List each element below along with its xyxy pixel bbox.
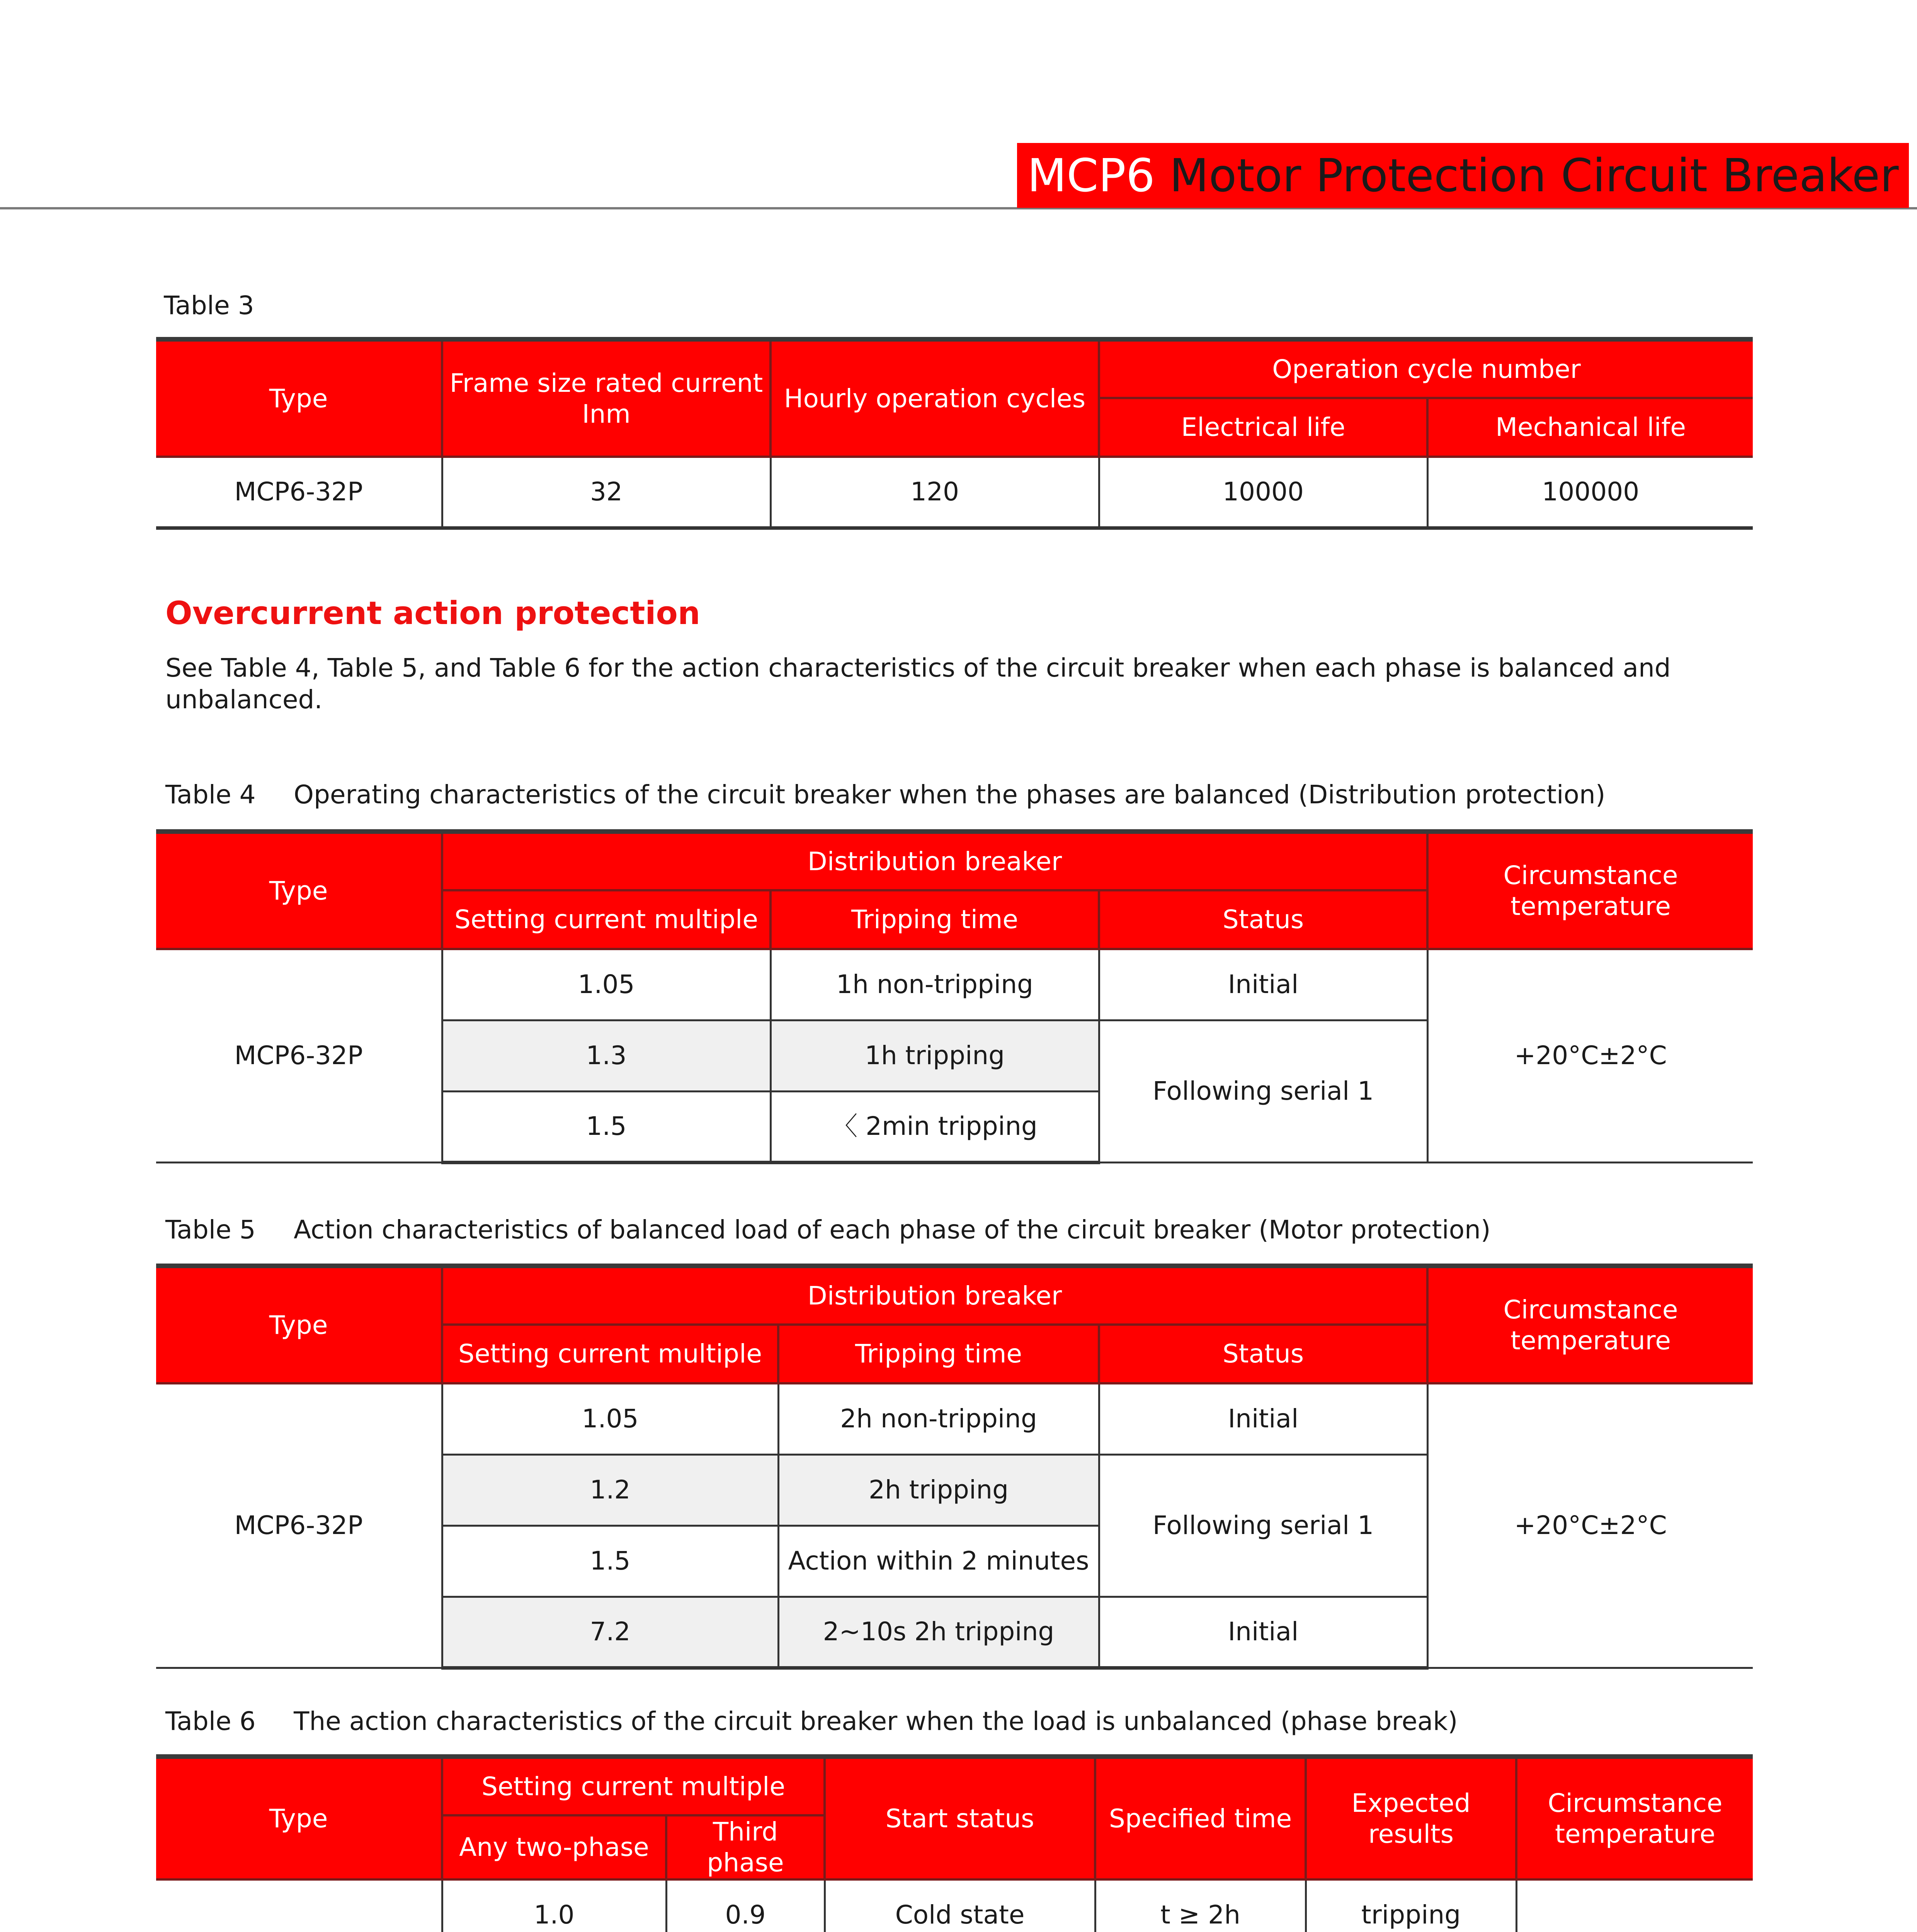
table4-status-1: Initial bbox=[1099, 949, 1427, 1020]
table3-cell-hourly: 120 bbox=[771, 457, 1099, 528]
table4-tripping-2: 1h tripping bbox=[771, 1020, 1099, 1091]
table-row bbox=[156, 949, 1753, 1020]
table-row bbox=[156, 1383, 1753, 1454]
table-row bbox=[156, 1879, 1753, 1932]
table4-header-multiple: Setting current multiple bbox=[442, 890, 771, 949]
table5-caption bbox=[165, 1215, 1491, 1245]
table6-header-two-phase: Any two-phase bbox=[442, 1815, 666, 1879]
table4-caption-text: Operating characteristics of the circuit breaker when the phases are balanced (Distribution protection) bbox=[294, 780, 1606, 810]
table4-type: MCP6-32P bbox=[156, 949, 442, 1162]
section-title: Overcurrent action protection bbox=[165, 595, 701, 632]
table4-multiple-3: 1.5 bbox=[442, 1091, 771, 1162]
table5-caption-text: Action characteristics of balanced load of each phase of the circuit breaker (Motor protection) bbox=[294, 1215, 1491, 1245]
table3-cell-type: MCP6-32P bbox=[156, 457, 442, 528]
table3-header-frame: Frame size rated current Inm bbox=[442, 339, 771, 457]
table6-header-start: Start status bbox=[825, 1757, 1095, 1879]
table6-start-1: Cold state bbox=[825, 1879, 1095, 1932]
table4-status-2: Following serial 1 bbox=[1099, 1020, 1427, 1162]
table5-tripping-4: 2~10s 2h tripping bbox=[778, 1597, 1099, 1668]
table4-multiple-2: 1.3 bbox=[442, 1020, 771, 1091]
table5-temp: +20°C±2°C bbox=[1427, 1383, 1753, 1668]
table4-tripping-1: 1h non-tripping bbox=[771, 949, 1099, 1020]
table3-header-cycle-number: Operation cycle number bbox=[1099, 339, 1753, 398]
table6-two-1: 1.0 bbox=[442, 1879, 666, 1932]
table5-type: MCP6-32P bbox=[156, 1383, 442, 1668]
table6-type bbox=[156, 1879, 442, 1932]
table3-header-hourly: Hourly operation cycles bbox=[771, 339, 1099, 457]
table6-caption bbox=[165, 1706, 1458, 1736]
table6-header-expected: Expected results bbox=[1306, 1757, 1516, 1879]
table3-caption bbox=[164, 291, 254, 320]
table4-header-group: Distribution breaker bbox=[442, 832, 1427, 890]
table-row bbox=[156, 457, 1753, 528]
table6-header-type: Type bbox=[156, 1757, 442, 1879]
table4-header-status: Status bbox=[1099, 890, 1427, 949]
table5-multiple-1: 1.05 bbox=[442, 1383, 778, 1454]
table5-multiple-3: 1.5 bbox=[442, 1526, 778, 1597]
table3-label: Table 3 bbox=[164, 291, 254, 320]
table5 bbox=[156, 1264, 1753, 1670]
table6-header-third-phase: Third phase bbox=[666, 1815, 825, 1879]
table5-header-temp: Circumstance temperature bbox=[1427, 1266, 1753, 1383]
table5-header-status: Status bbox=[1099, 1325, 1427, 1383]
table6-label: Table 6 bbox=[165, 1706, 256, 1736]
table4-header-type: Type bbox=[156, 832, 442, 949]
table5-multiple-2: 1.2 bbox=[442, 1454, 778, 1526]
table4-label: Table 4 bbox=[165, 780, 256, 810]
table3-cell-mechanical: 100000 bbox=[1427, 457, 1753, 528]
table3-header-electrical: Electrical life bbox=[1099, 398, 1427, 457]
table4-temp: +20°C±2°C bbox=[1427, 949, 1753, 1162]
table4-tripping-3: 〈 2min tripping bbox=[771, 1091, 1099, 1162]
table3-cell-electrical: 10000 bbox=[1099, 457, 1427, 528]
table4-header-temp: Circumstance temperature bbox=[1427, 832, 1753, 949]
table5-tripping-1: 2h non-tripping bbox=[778, 1383, 1099, 1454]
table4-header-tripping: Tripping time bbox=[771, 890, 1099, 949]
table4 bbox=[156, 829, 1753, 1164]
table5-label: Table 5 bbox=[165, 1215, 256, 1245]
section-text: See Table 4, Table 5, and Table 6 for the action characteristics of the circuit breaker when each phase is balanced and unbalanced. bbox=[165, 653, 1671, 714]
table6 bbox=[156, 1754, 1753, 1932]
table4-multiple-1: 1.05 bbox=[442, 949, 771, 1020]
table6-header-multiple: Setting current multiple bbox=[442, 1757, 825, 1815]
table6-header-time: Specified time bbox=[1095, 1757, 1306, 1879]
table6-expected-1: tripping bbox=[1306, 1879, 1516, 1932]
table6-temp bbox=[1516, 1879, 1753, 1932]
table5-multiple-4: 7.2 bbox=[442, 1597, 778, 1668]
table5-header-tripping: Tripping time bbox=[778, 1325, 1099, 1383]
table5-status-4: Initial bbox=[1099, 1597, 1427, 1668]
header-title: Motor Protection Circuit Breaker bbox=[1169, 149, 1899, 202]
table5-status-2: Following serial 1 bbox=[1099, 1454, 1427, 1597]
header-banner bbox=[1017, 143, 1909, 208]
table3-header-type: Type bbox=[156, 339, 442, 457]
table4-caption bbox=[165, 780, 1605, 810]
table3-header-mechanical: Mechanical life bbox=[1427, 398, 1753, 457]
table6-caption-text: The action characteristics of the circuit breaker when the load is unbalanced (phase break) bbox=[294, 1706, 1458, 1736]
table5-status-1: Initial bbox=[1099, 1383, 1427, 1454]
table5-header-group: Distribution breaker bbox=[442, 1266, 1427, 1325]
table5-header-type: Type bbox=[156, 1266, 442, 1383]
table6-third-1: 0.9 bbox=[666, 1879, 825, 1932]
table3-cell-frame: 32 bbox=[442, 457, 771, 528]
table3 bbox=[156, 337, 1753, 530]
table5-tripping-3: Action within 2 minutes bbox=[778, 1526, 1099, 1597]
header-model: MCP6 bbox=[1027, 149, 1155, 202]
table5-tripping-2: 2h tripping bbox=[778, 1454, 1099, 1526]
table6-time-1: t ≥ 2h bbox=[1095, 1879, 1306, 1932]
table6-header-temp: Circumstance temperature bbox=[1516, 1757, 1753, 1879]
table5-header-multiple: Setting current multiple bbox=[442, 1325, 778, 1383]
